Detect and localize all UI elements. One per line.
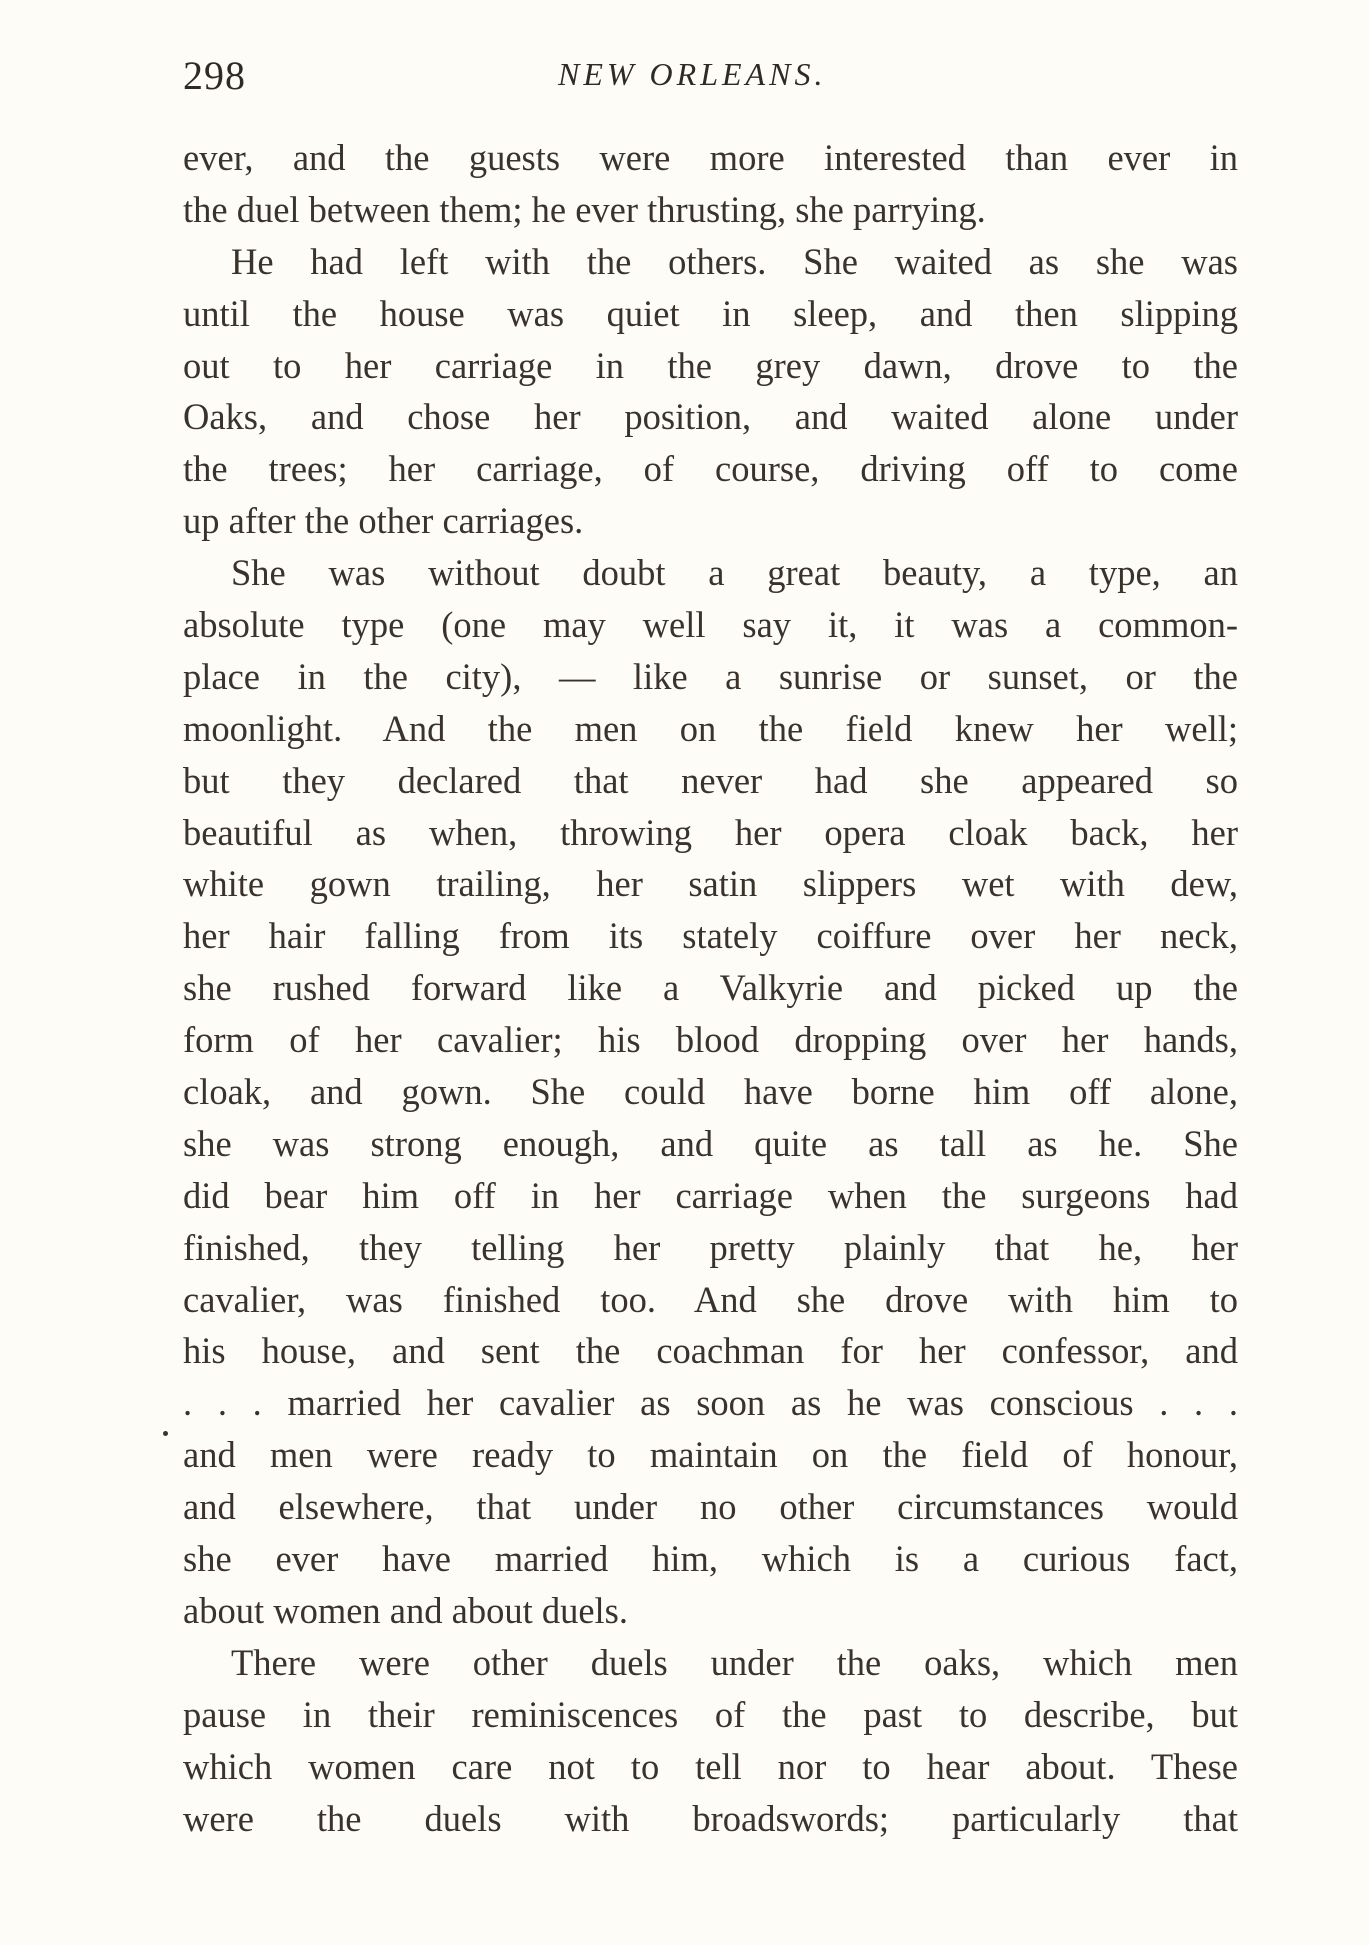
text-line: pause in their reminiscences of the past to describe, but: [183, 1693, 1238, 1735]
text-line: she ever have married him, which is a curious fact,: [183, 1538, 1238, 1580]
text-line: until the house was quiet in sleep, and then slipping: [183, 292, 1238, 334]
text-line: Oaks, and chose her position, and waited alone under: [183, 396, 1238, 438]
text-line: her hair falling from its stately coiffure over her neck,: [183, 915, 1238, 957]
paragraph-4: [183, 1637, 1238, 1845]
text-line: ever, and the guests were more interested than ever in: [183, 137, 1238, 178]
text-line: but they declared that never had she appeared so: [183, 759, 1238, 801]
text-line: moonlight. And the men on the field knew her well;: [183, 707, 1238, 749]
text-line: up after the other carriages.: [183, 500, 584, 542]
text-line: She was without doubt a great beauty, a type, an: [231, 552, 1238, 594]
running-title: NEW ORLEANS.: [558, 56, 827, 92]
text-line: absolute type (one may well say it, it was a common-: [183, 604, 1238, 646]
paragraph-1: [183, 132, 1238, 236]
running-head: [183, 52, 1243, 102]
text-line: his house, and sent the coachman for her confessor, and: [183, 1330, 1238, 1372]
text-line: did bear him off in her carriage when the surgeons had: [183, 1174, 1238, 1216]
text-line: and men were ready to maintain on the field of honour,: [183, 1434, 1238, 1476]
text-line: form of her cavalier; his blood dropping over her hands,: [183, 1019, 1238, 1061]
text-line: cavalier, was finished too. And she drove with him to: [183, 1278, 1238, 1320]
text-line: white gown trailing, her satin slippers wet with dew,: [183, 863, 1238, 905]
text-line: He had left with the others. She waited as she was: [231, 240, 1238, 282]
text-line: There were other duels under the oaks, which men: [231, 1641, 1238, 1683]
text-line: out to her carriage in the grey dawn, drove to the: [183, 344, 1238, 386]
text-line: which women care not to tell nor to hear about. These: [183, 1745, 1238, 1787]
paragraph-2: [183, 236, 1238, 547]
text-line: place in the city), — like a sunrise or sunset, or the: [183, 655, 1238, 697]
text-line: were the duels with broadswords; particularly that: [183, 1797, 1238, 1839]
text-line: beautiful as when, throwing her opera cloak back, her: [183, 811, 1238, 853]
text-line: the duel between them; he ever thrusting, she parrying.: [183, 188, 986, 230]
text-line: finished, they telling her pretty plainly that he, her: [183, 1226, 1238, 1268]
text-line: the trees; her carriage, of course, driving off to come: [183, 448, 1238, 490]
page-number: 298: [183, 53, 246, 98]
text-line: . . . married her cavalier as soon as he was conscious . . .: [183, 1382, 1238, 1424]
stray-ink-dot: [163, 1431, 168, 1436]
text-line: and elsewhere, that under no other circumstances would: [183, 1486, 1238, 1528]
text-line: she rushed forward like a Valkyrie and picked up the: [183, 967, 1238, 1009]
text-line: cloak, and gown. She could have borne him off alone,: [183, 1071, 1238, 1113]
text-line: she was strong enough, and quite as tall as he. She: [183, 1122, 1238, 1164]
paragraph-3: [183, 547, 1238, 1637]
text-line: about women and about duels.: [183, 1589, 629, 1631]
body-text: [183, 132, 1238, 1844]
